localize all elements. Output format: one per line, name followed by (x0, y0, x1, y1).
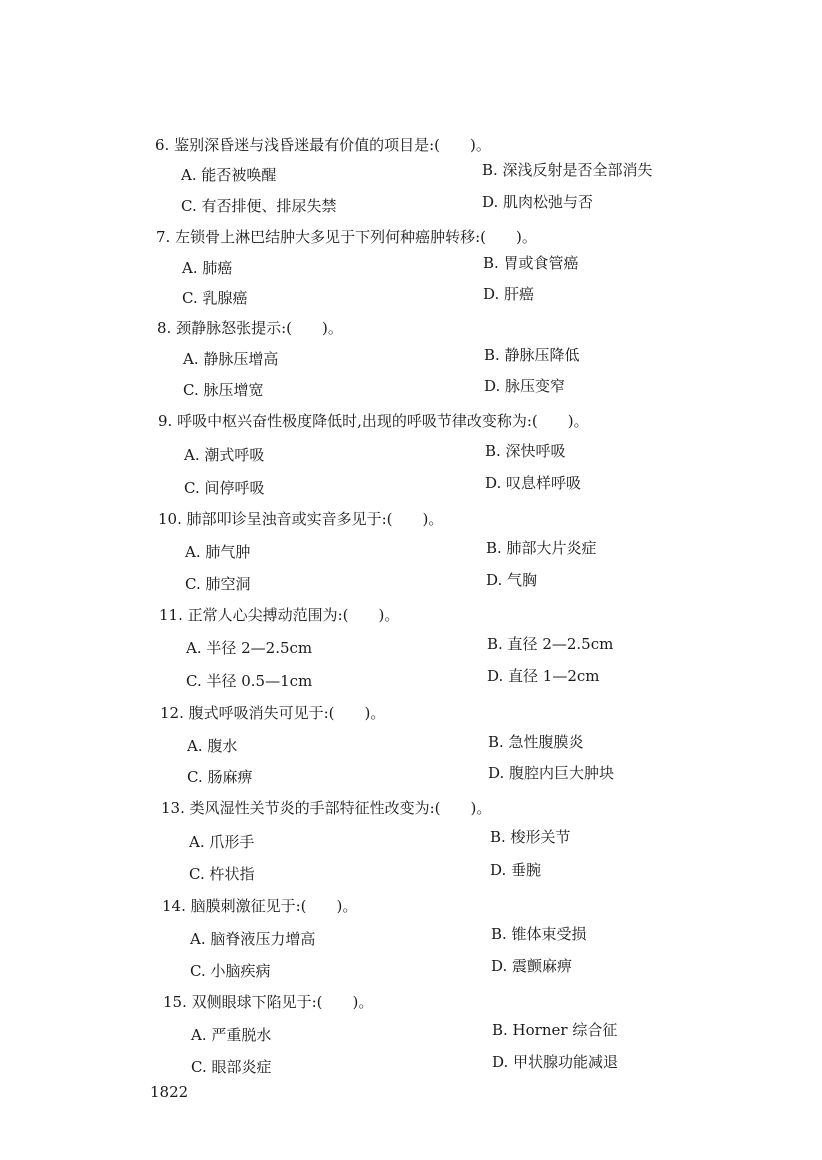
option-b: B. 深浅反射是否全部消失 (482, 161, 653, 179)
option-a: A. 腹水 (187, 737, 238, 755)
option-b: B. 直径 2—2.5cm (487, 635, 614, 653)
option-b: B. 深快呼吸 (485, 442, 566, 460)
option-a: A. 严重脱水 (191, 1026, 272, 1044)
option-a: A. 静脉压增高 (183, 350, 279, 368)
option-b: B. 静脉压降低 (484, 346, 580, 364)
question-stem: 8. 颈静脉怒张提示:( )。 (157, 319, 343, 337)
option-b: B. 急性腹膜炎 (488, 733, 584, 751)
question-stem: 10. 肺部叩诊呈浊音或实音多见于:( )。 (158, 510, 444, 528)
option-d: D. 直径 1—2cm (487, 667, 600, 685)
question-stem: 13. 类风湿性关节炎的手部特征性改变为:( )。 (161, 799, 492, 817)
option-a: A. 脑脊液压力增高 (190, 930, 316, 948)
question-stem: 11. 正常人心尖搏动范围为:( )。 (159, 606, 400, 624)
option-b: B. Horner 综合征 (492, 1021, 618, 1039)
option-b: B. 肺部大片炎症 (486, 539, 597, 557)
option-a: A. 肺癌 (182, 259, 233, 277)
option-d: D. 震颤麻痹 (491, 957, 573, 975)
question-stem: 6. 鉴别深昏迷与浅昏迷最有价值的项目是:( )。 (155, 136, 491, 154)
question-stem: 9. 呼吸中枢兴奋性极度降低时,出现的呼吸节律改变称为:( )。 (158, 412, 589, 430)
option-c: C. 脉压增宽 (183, 381, 264, 399)
option-c: C. 小脑疾病 (190, 962, 271, 980)
option-d: D. 垂腕 (490, 861, 542, 879)
option-a: A. 肺气肿 (185, 543, 251, 561)
option-a: A. 爪形手 (189, 833, 255, 851)
option-c: C. 间停呼吸 (184, 479, 265, 497)
option-a: A. 能否被唤醒 (181, 166, 277, 184)
option-b: B. 梭形关节 (490, 828, 571, 846)
option-d: D. 叹息样呼吸 (485, 474, 582, 492)
option-a: A. 半径 2—2.5cm (186, 639, 313, 657)
question-stem: 15. 双侧眼球下陷见于:( )。 (163, 993, 374, 1011)
option-c: C. 肠麻痹 (187, 768, 253, 786)
option-c: C. 乳腺癌 (182, 289, 248, 307)
option-c: C. 肺空洞 (185, 575, 251, 593)
option-d: D. 肝癌 (483, 285, 535, 303)
question-stem: 7. 左锁骨上淋巴结肿大多见于下列何种癌肿转移:( )。 (156, 228, 537, 246)
question-stem: 14. 脑膜刺激征见于:( )。 (162, 897, 358, 915)
option-c: C. 杵状指 (189, 865, 255, 883)
option-c: C. 半径 0.5—1cm (186, 672, 313, 690)
option-d: D. 肌肉松弛与否 (482, 193, 594, 211)
option-d: D. 气胸 (486, 571, 538, 589)
option-d: D. 腹腔内巨大肿块 (488, 764, 615, 782)
option-c: C. 眼部炎症 (191, 1058, 272, 1076)
option-a: A. 潮式呼吸 (184, 446, 265, 464)
option-b: B. 胃或食管癌 (483, 254, 579, 272)
page-number: 1822 (150, 1083, 189, 1101)
question-stem: 12. 腹式呼吸消失可见于:( )。 (160, 704, 386, 722)
option-c: C. 有否排便、排尿失禁 (181, 197, 337, 215)
option-d: D. 脉压变窄 (484, 377, 566, 395)
option-d: D. 甲状腺功能减退 (492, 1053, 619, 1071)
option-b: B. 锥体束受损 (491, 925, 587, 943)
